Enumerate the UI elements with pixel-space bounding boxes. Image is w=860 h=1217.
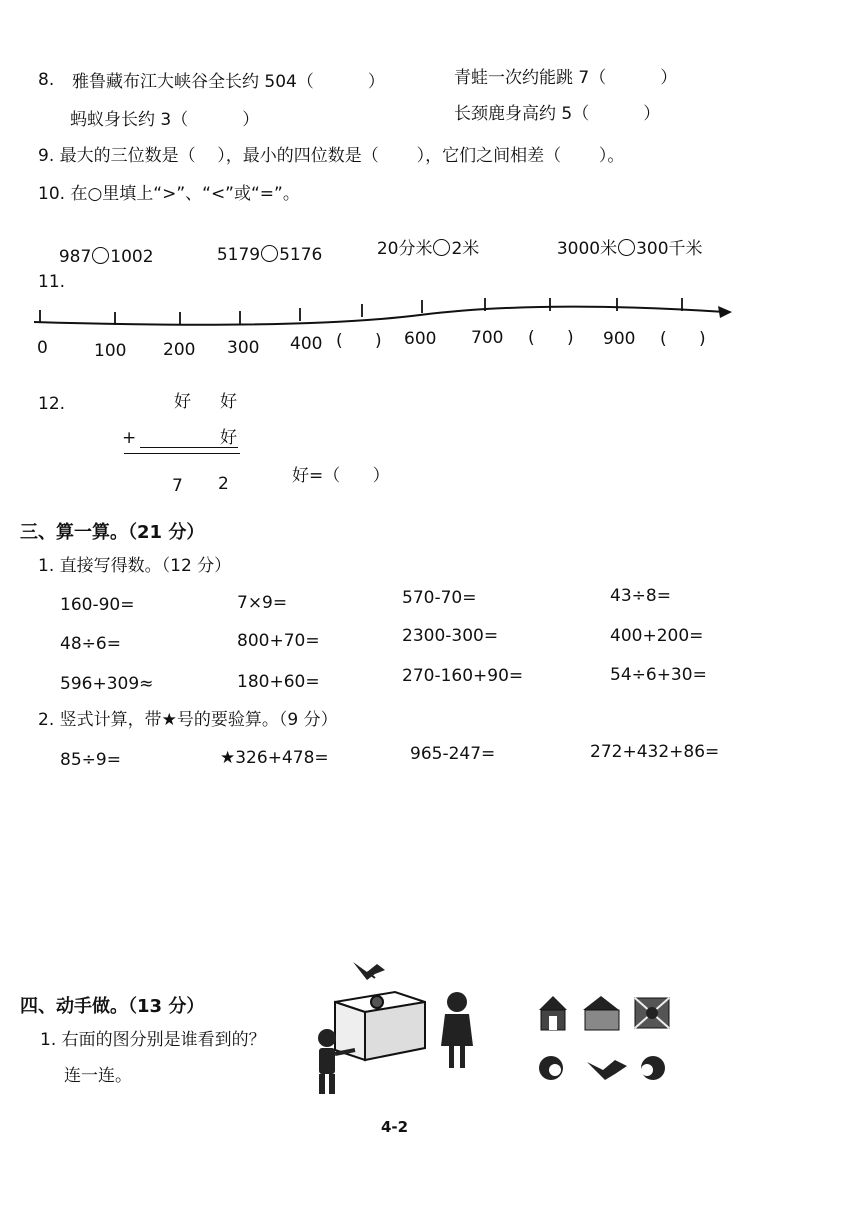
oral-calc: 570-70= — [402, 588, 477, 608]
page-number: 4-2 — [381, 1118, 409, 1136]
side-view-icon — [539, 996, 567, 1030]
oral-calc: 54÷6+30= — [610, 665, 707, 685]
q8-item-frog: 青蛙一次约能跳 7（ ） — [454, 68, 678, 88]
child-head-left-icon — [539, 1056, 563, 1080]
compare-circle[interactable] — [92, 247, 109, 264]
tick-label: 700 — [471, 328, 504, 348]
scene-illustration — [305, 950, 505, 1110]
tick-label: 400 — [290, 334, 323, 354]
oral-calc: 43÷8= — [610, 586, 671, 606]
q10-right: 1002 — [110, 247, 154, 267]
vertical-calc: 272+432+86= — [590, 742, 720, 762]
q12-result-tens: 7 — [172, 476, 183, 496]
child-right-icon — [441, 992, 473, 1068]
q8-item-ant: 蚂蚁身长约 3（ ） — [70, 110, 260, 130]
oral-calc: 7×9= — [237, 593, 288, 613]
section-4-q1b: 连一连。 — [64, 1066, 132, 1086]
tick-label: 300 — [227, 338, 260, 358]
q10-right: 5176 — [279, 245, 323, 265]
tick-blank[interactable]: ( ) — [660, 329, 706, 349]
oral-calc: 160-90= — [60, 595, 135, 615]
oral-calc: 800+70= — [237, 631, 320, 651]
q10-item-4 — [546, 222, 703, 258]
q12-number: 12. — [38, 394, 66, 414]
views-grid — [535, 992, 685, 1092]
q10-right: 300千米 — [636, 239, 703, 259]
bird-icon — [353, 962, 385, 980]
tick-label: 600 — [404, 329, 437, 349]
q10-item-2 — [206, 228, 322, 264]
q10-left: 987 — [58, 247, 92, 267]
q11-number: 11. — [38, 272, 66, 292]
compare-circle[interactable] — [261, 245, 278, 262]
compare-circle[interactable] — [618, 239, 635, 256]
q12-underline — [140, 447, 238, 448]
q12-answer[interactable]: 好=（ ） — [292, 466, 390, 486]
q12-row2-ones: 好 — [220, 428, 237, 448]
section-4-title: 四、动手做。（13 分） — [20, 996, 205, 1017]
vertical-calc: ★326+478= — [220, 748, 329, 768]
section-3-sub2: 2. 竖式计算，带★号的要验算。（9 分） — [38, 710, 338, 730]
oral-calc: 596+309≈ — [60, 674, 154, 694]
q12-sum-line — [124, 453, 240, 454]
top-view-icon — [635, 998, 669, 1028]
vertical-calc: 85÷9= — [60, 750, 121, 770]
compare-circle[interactable] — [433, 239, 450, 256]
vertical-calc: 965-247= — [410, 744, 496, 764]
q8-item-giraffe: 长颈鹿身高约 5（ ） — [454, 104, 661, 124]
tick-blank[interactable]: ( ) — [336, 331, 382, 351]
q10-left: 20分米 — [376, 239, 433, 259]
q8-number: 8. — [38, 70, 55, 90]
tick-label: 0 — [37, 338, 48, 358]
oral-calc: 270-160+90= — [402, 666, 524, 686]
section-4-q1: 1. 右面的图分别是谁看到的？ — [40, 1030, 266, 1050]
q9-text: 9. 最大的三位数是（ ），最小的四位数是（ ），它们之间相差（ ）。 — [38, 146, 625, 166]
tick-label: 200 — [163, 340, 196, 360]
q10-item-1 — [48, 230, 154, 266]
q12-result-ones: 2 — [218, 474, 229, 494]
oral-calc: 48÷6= — [60, 634, 121, 654]
q10-item-3 — [366, 222, 479, 258]
oral-calc: 400+200= — [610, 626, 704, 646]
q10-right: 2米 — [451, 239, 480, 259]
q8-item-canyon: 雅鲁藏布江大峡谷全长约 504（ ） — [72, 72, 385, 92]
tick-label: 900 — [603, 329, 636, 349]
oral-calc: 180+60= — [237, 672, 320, 692]
q12-row1-ones: 好 — [220, 392, 237, 412]
tick-label: 100 — [94, 341, 127, 361]
q10-text: 10. 在○里填上“>”、“<”或“=”。 — [38, 184, 300, 204]
front-view-icon — [583, 996, 619, 1030]
q12-row1-tens: 好 — [174, 392, 191, 412]
q10-left: 3000米 — [556, 239, 618, 259]
tick-blank[interactable]: ( ) — [528, 328, 574, 348]
child-head-right-icon — [641, 1056, 665, 1080]
q12-plus: + — [122, 428, 137, 448]
q10-left: 5179 — [216, 245, 261, 265]
oral-calc: 2300-300= — [402, 626, 499, 646]
bird-view-icon — [587, 1060, 627, 1080]
section-3-sub1: 1. 直接写得数。（12 分） — [38, 556, 232, 576]
section-3-title: 三、算一算。（21 分） — [20, 522, 205, 543]
